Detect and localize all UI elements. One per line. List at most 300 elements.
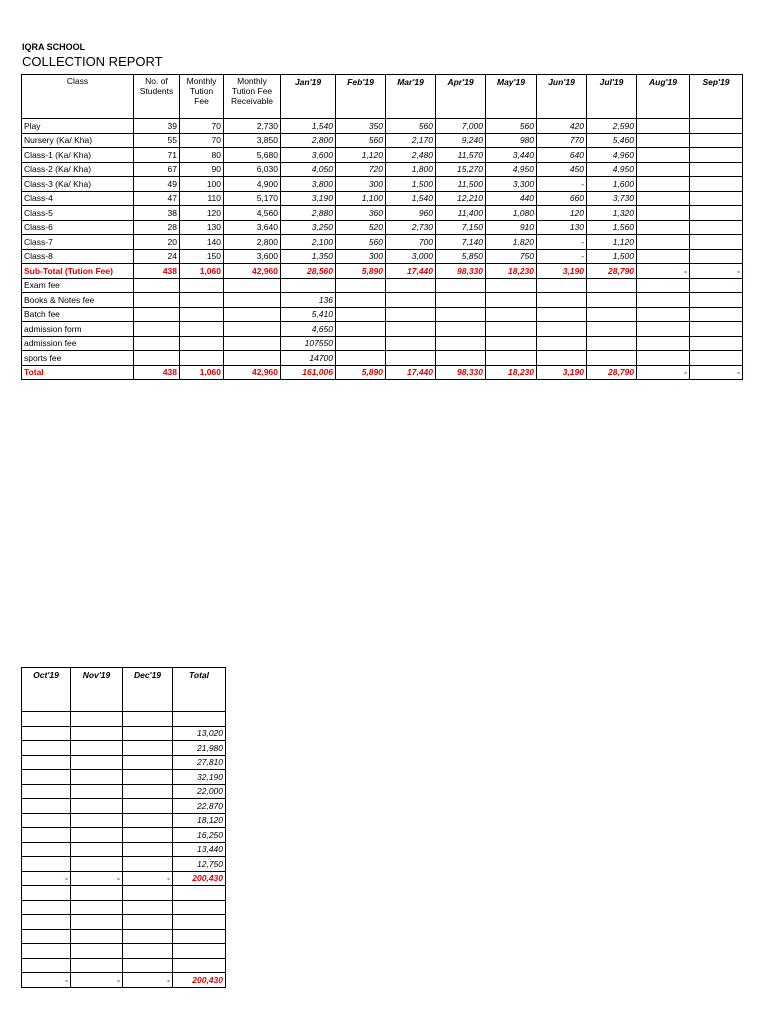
table-header-row <box>22 668 226 712</box>
receivable-cell <box>224 293 281 308</box>
month-value-cell: 28,790 <box>587 264 637 279</box>
month-value-cell <box>123 857 173 872</box>
month-value-cell <box>637 278 690 293</box>
table-row <box>22 944 226 959</box>
month-value-cell <box>336 293 386 308</box>
month-value-cell <box>587 278 637 293</box>
month-value-cell <box>71 944 123 959</box>
col-month-header: Oct'19 <box>22 668 71 712</box>
table-row <box>22 148 743 163</box>
month-value-cell <box>690 191 743 206</box>
col-students-header: No. of Students <box>134 75 180 119</box>
table-row <box>22 842 226 857</box>
month-value-cell: - <box>637 264 690 279</box>
fee-cell <box>180 322 224 337</box>
month-value-cell <box>71 726 123 741</box>
month-value-cell <box>690 336 743 351</box>
month-value-cell: - <box>537 249 587 264</box>
fee-cell: 80 <box>180 148 224 163</box>
month-value-cell: 1,800 <box>386 162 436 177</box>
col-fee-header: Monthly Tution Fee <box>180 75 224 119</box>
month-value-cell <box>637 351 690 366</box>
month-value-cell <box>71 799 123 814</box>
fee-cell: 100 <box>180 177 224 192</box>
receivable-cell: 3,640 <box>224 220 281 235</box>
students-cell: 20 <box>134 235 180 250</box>
month-value-cell: 1,500 <box>587 249 637 264</box>
table-row <box>22 929 226 944</box>
students-cell <box>134 278 180 293</box>
total-cell <box>173 958 226 973</box>
month-value-cell <box>123 799 173 814</box>
collection-table <box>21 74 743 380</box>
row-label: Class-7 <box>22 235 134 250</box>
row-label: Class-3 (Ka/ Kha) <box>22 177 134 192</box>
month-value-cell: 700 <box>386 235 436 250</box>
total-cell: 200,430 <box>173 871 226 886</box>
month-value-cell <box>587 351 637 366</box>
receivable-cell <box>224 278 281 293</box>
month-value-cell <box>690 148 743 163</box>
table-row <box>22 191 743 206</box>
row-label: Class-2 (Ka/ Kha) <box>22 162 134 177</box>
month-value-cell <box>22 726 71 741</box>
month-value-cell: 980 <box>486 133 537 148</box>
table-row <box>22 307 743 322</box>
col-month-header: May'19 <box>486 75 537 119</box>
month-value-cell <box>436 278 486 293</box>
table-row <box>22 770 226 785</box>
month-value-cell: 300 <box>336 249 386 264</box>
month-value-cell <box>690 249 743 264</box>
month-value-cell: 770 <box>537 133 587 148</box>
month-value-cell: 15,270 <box>436 162 486 177</box>
month-value-cell: 4,050 <box>281 162 336 177</box>
month-value-cell <box>123 726 173 741</box>
month-value-cell: 130 <box>537 220 587 235</box>
month-value-cell: 2,800 <box>281 133 336 148</box>
table-row <box>22 871 226 886</box>
row-label: Sub-Total (Tution Fee) <box>22 264 134 279</box>
month-value-cell <box>690 235 743 250</box>
fee-cell: 130 <box>180 220 224 235</box>
month-value-cell <box>587 322 637 337</box>
month-value-cell: 1,120 <box>336 148 386 163</box>
table-row <box>22 365 743 380</box>
total-cell: 200,430 <box>173 973 226 988</box>
row-label: admission fee <box>22 336 134 351</box>
month-value-cell: 1,540 <box>281 119 336 134</box>
month-value-cell <box>690 133 743 148</box>
month-value-cell: - <box>690 264 743 279</box>
month-value-cell <box>690 351 743 366</box>
month-value-cell: 560 <box>336 133 386 148</box>
month-value-cell: 7,140 <box>436 235 486 250</box>
row-label: sports fee <box>22 351 134 366</box>
col-month-header: Jan'19 <box>281 75 336 119</box>
total-cell: 22,870 <box>173 799 226 814</box>
month-value-cell: - <box>22 871 71 886</box>
row-label: Class-6 <box>22 220 134 235</box>
month-value-cell: 107550 <box>281 336 336 351</box>
month-value-cell: 560 <box>336 235 386 250</box>
fee-cell <box>180 293 224 308</box>
col-month-header: Jul'19 <box>587 75 637 119</box>
table-row <box>22 133 743 148</box>
month-value-cell <box>537 307 587 322</box>
receivable-cell <box>224 336 281 351</box>
table-row <box>22 278 743 293</box>
month-value-cell <box>486 307 537 322</box>
month-value-cell: - <box>71 871 123 886</box>
col-month-header: Feb'19 <box>336 75 386 119</box>
month-value-cell <box>637 249 690 264</box>
month-value-cell: 1,100 <box>336 191 386 206</box>
month-value-cell <box>637 322 690 337</box>
month-value-cell <box>637 119 690 134</box>
month-value-cell: 2,880 <box>281 206 336 221</box>
month-value-cell: 2,480 <box>386 148 436 163</box>
month-value-cell <box>71 741 123 756</box>
month-value-cell <box>386 307 436 322</box>
month-value-cell: 1,820 <box>486 235 537 250</box>
students-cell <box>134 336 180 351</box>
fee-cell <box>180 336 224 351</box>
table-row <box>22 119 743 134</box>
month-value-cell: 28,560 <box>281 264 336 279</box>
month-value-cell <box>690 307 743 322</box>
table-row <box>22 220 743 235</box>
month-value-cell: - <box>123 871 173 886</box>
month-value-cell <box>637 133 690 148</box>
month-value-cell <box>123 770 173 785</box>
fee-cell: 140 <box>180 235 224 250</box>
month-value-cell: 1,350 <box>281 249 336 264</box>
month-value-cell <box>336 322 386 337</box>
total-cell <box>173 712 226 727</box>
table-row <box>22 162 743 177</box>
row-label: Class-4 <box>22 191 134 206</box>
month-value-cell: 300 <box>336 177 386 192</box>
col-month-header: Mar'19 <box>386 75 436 119</box>
month-value-cell: 7,150 <box>436 220 486 235</box>
month-value-cell <box>123 741 173 756</box>
table-row <box>22 336 743 351</box>
month-value-cell <box>436 351 486 366</box>
month-value-cell <box>386 278 436 293</box>
month-value-cell: 3,190 <box>537 365 587 380</box>
table-row <box>22 351 743 366</box>
month-value-cell: - <box>637 365 690 380</box>
col-class-header: Class <box>22 75 134 119</box>
month-value-cell <box>71 929 123 944</box>
table-row <box>22 813 226 828</box>
fee-cell: 110 <box>180 191 224 206</box>
students-cell <box>134 293 180 308</box>
month-value-cell: 4,950 <box>486 162 537 177</box>
col-receivable-header: Monthly Tution Fee Receivable <box>224 75 281 119</box>
students-cell <box>134 322 180 337</box>
table-row <box>22 741 226 756</box>
month-value-cell <box>22 784 71 799</box>
receivable-cell: 5,170 <box>224 191 281 206</box>
month-value-cell: 560 <box>486 119 537 134</box>
total-cell: 13,020 <box>173 726 226 741</box>
month-value-cell <box>71 886 123 901</box>
month-value-cell <box>123 958 173 973</box>
row-label: Class-8 <box>22 249 134 264</box>
month-value-cell: 3,250 <box>281 220 336 235</box>
fee-cell <box>180 278 224 293</box>
table-row <box>22 915 226 930</box>
month-value-cell <box>537 322 587 337</box>
month-value-cell <box>22 813 71 828</box>
table-row <box>22 973 226 988</box>
month-value-cell: 1,600 <box>587 177 637 192</box>
table-row <box>22 784 226 799</box>
total-cell: 27,810 <box>173 755 226 770</box>
receivable-cell <box>224 351 281 366</box>
month-value-cell <box>690 119 743 134</box>
month-value-cell <box>71 770 123 785</box>
fee-cell: 90 <box>180 162 224 177</box>
fee-cell: 70 <box>180 119 224 134</box>
month-value-cell <box>71 755 123 770</box>
students-cell: 38 <box>134 206 180 221</box>
month-value-cell <box>123 944 173 959</box>
students-cell: 24 <box>134 249 180 264</box>
month-value-cell <box>637 206 690 221</box>
row-label: Class-1 (Ka/ Kha) <box>22 148 134 163</box>
students-cell <box>134 307 180 322</box>
students-cell: 39 <box>134 119 180 134</box>
month-value-cell: 750 <box>486 249 537 264</box>
month-value-cell <box>22 958 71 973</box>
month-value-cell <box>123 886 173 901</box>
month-value-cell <box>123 784 173 799</box>
month-value-cell: 5,410 <box>281 307 336 322</box>
month-value-cell: 5,890 <box>336 365 386 380</box>
receivable-cell <box>224 307 281 322</box>
month-value-cell: 136 <box>281 293 336 308</box>
month-value-cell: 7,000 <box>436 119 486 134</box>
month-value-cell <box>123 915 173 930</box>
month-value-cell: 910 <box>486 220 537 235</box>
students-cell: 67 <box>134 162 180 177</box>
receivable-cell: 3,600 <box>224 249 281 264</box>
table-row <box>22 958 226 973</box>
table-row <box>22 799 226 814</box>
month-value-cell <box>637 177 690 192</box>
fee-cell: 1,060 <box>180 365 224 380</box>
table-row <box>22 726 226 741</box>
month-value-cell <box>436 336 486 351</box>
col-month-header: Dec'19 <box>123 668 173 712</box>
month-value-cell <box>22 842 71 857</box>
month-value-cell <box>123 842 173 857</box>
month-value-cell <box>486 351 537 366</box>
month-value-cell <box>386 351 436 366</box>
row-label: admission form <box>22 322 134 337</box>
fee-cell: 150 <box>180 249 224 264</box>
table-row <box>22 206 743 221</box>
month-value-cell <box>123 900 173 915</box>
table-row <box>22 235 743 250</box>
students-cell: 49 <box>134 177 180 192</box>
row-label: Exam fee <box>22 278 134 293</box>
month-value-cell: 350 <box>336 119 386 134</box>
month-value-cell <box>690 206 743 221</box>
month-value-cell: 3,300 <box>486 177 537 192</box>
total-cell: 16,250 <box>173 828 226 843</box>
total-cell <box>173 929 226 944</box>
table-row <box>22 886 226 901</box>
month-value-cell <box>690 322 743 337</box>
month-value-cell: 440 <box>486 191 537 206</box>
month-value-cell: 2,170 <box>386 133 436 148</box>
row-label: Books & Notes fee <box>22 293 134 308</box>
month-value-cell: 360 <box>336 206 386 221</box>
total-cell: 21,980 <box>173 741 226 756</box>
row-label: Nursery (Ka/ Kha) <box>22 133 134 148</box>
table-row <box>22 293 743 308</box>
row-label: Total <box>22 365 134 380</box>
col-month-header: Aug'19 <box>637 75 690 119</box>
month-value-cell: 450 <box>537 162 587 177</box>
total-cell: 18,120 <box>173 813 226 828</box>
month-value-cell <box>71 828 123 843</box>
month-value-cell <box>22 712 71 727</box>
month-value-cell <box>386 293 436 308</box>
month-value-cell: 17,440 <box>386 365 436 380</box>
month-value-cell <box>22 944 71 959</box>
month-value-cell: 2,590 <box>587 119 637 134</box>
table-header-row <box>22 75 743 119</box>
month-value-cell <box>386 322 436 337</box>
month-value-cell: 11,400 <box>436 206 486 221</box>
month-value-cell: 1,500 <box>386 177 436 192</box>
total-cell <box>173 915 226 930</box>
fee-cell: 70 <box>180 133 224 148</box>
receivable-cell: 42,960 <box>224 365 281 380</box>
month-value-cell: 1,120 <box>587 235 637 250</box>
report-title: COLLECTION REPORT <box>22 54 163 69</box>
month-value-cell <box>123 929 173 944</box>
collection-table-continued <box>21 667 226 988</box>
row-label: Batch fee <box>22 307 134 322</box>
table-row <box>22 857 226 872</box>
total-cell: 32,190 <box>173 770 226 785</box>
month-value-cell <box>71 842 123 857</box>
receivable-cell <box>224 322 281 337</box>
month-value-cell <box>123 712 173 727</box>
receivable-cell: 42,960 <box>224 264 281 279</box>
month-value-cell: 4,960 <box>587 148 637 163</box>
month-value-cell <box>436 293 486 308</box>
month-value-cell <box>336 307 386 322</box>
month-value-cell: 1,540 <box>386 191 436 206</box>
students-cell: 71 <box>134 148 180 163</box>
month-value-cell <box>690 278 743 293</box>
month-value-cell: 11,500 <box>436 177 486 192</box>
month-value-cell: 960 <box>386 206 436 221</box>
month-value-cell <box>71 813 123 828</box>
fee-cell <box>180 351 224 366</box>
month-value-cell: 3,190 <box>537 264 587 279</box>
month-value-cell: 5,890 <box>336 264 386 279</box>
row-label: Class-5 <box>22 206 134 221</box>
month-value-cell: - <box>537 235 587 250</box>
month-value-cell <box>22 929 71 944</box>
month-value-cell: 98,330 <box>436 264 486 279</box>
month-value-cell <box>71 784 123 799</box>
month-value-cell: 14700 <box>281 351 336 366</box>
month-value-cell: 5,850 <box>436 249 486 264</box>
month-value-cell <box>637 220 690 235</box>
total-cell <box>173 886 226 901</box>
month-value-cell: 98,330 <box>436 365 486 380</box>
month-value-cell: - <box>71 973 123 988</box>
month-value-cell <box>436 307 486 322</box>
month-value-cell <box>22 770 71 785</box>
month-value-cell: 3,800 <box>281 177 336 192</box>
month-value-cell: - <box>537 177 587 192</box>
month-value-cell: 2,100 <box>281 235 336 250</box>
month-value-cell: 4,950 <box>587 162 637 177</box>
receivable-cell: 5,680 <box>224 148 281 163</box>
students-cell: 438 <box>134 264 180 279</box>
receivable-cell: 2,730 <box>224 119 281 134</box>
month-value-cell <box>71 958 123 973</box>
month-value-cell <box>486 278 537 293</box>
month-value-cell <box>71 915 123 930</box>
month-value-cell: 17,440 <box>386 264 436 279</box>
month-value-cell: 161,006 <box>281 365 336 380</box>
receivable-cell: 4,560 <box>224 206 281 221</box>
month-value-cell: 640 <box>537 148 587 163</box>
month-value-cell <box>637 235 690 250</box>
month-value-cell <box>336 336 386 351</box>
receivable-cell: 6,030 <box>224 162 281 177</box>
month-value-cell: 120 <box>537 206 587 221</box>
receivable-cell: 2,800 <box>224 235 281 250</box>
month-value-cell: 3,000 <box>386 249 436 264</box>
total-cell <box>173 900 226 915</box>
month-value-cell: 660 <box>537 191 587 206</box>
row-label: Play <box>22 119 134 134</box>
month-value-cell <box>486 336 537 351</box>
col-month-header: Apr'19 <box>436 75 486 119</box>
table-row <box>22 900 226 915</box>
month-value-cell: - <box>690 365 743 380</box>
table-row <box>22 177 743 192</box>
month-value-cell <box>71 857 123 872</box>
month-value-cell: 4,650 <box>281 322 336 337</box>
month-value-cell <box>637 148 690 163</box>
month-value-cell <box>690 293 743 308</box>
month-value-cell: 12,210 <box>436 191 486 206</box>
col-month-header: Jun'19 <box>537 75 587 119</box>
fee-cell: 1,060 <box>180 264 224 279</box>
month-value-cell <box>537 293 587 308</box>
month-value-cell <box>22 828 71 843</box>
col-total-header: Total <box>173 668 226 712</box>
month-value-cell <box>587 293 637 308</box>
month-value-cell: 1,560 <box>587 220 637 235</box>
month-value-cell <box>537 336 587 351</box>
month-value-cell: 520 <box>336 220 386 235</box>
total-cell <box>173 944 226 959</box>
